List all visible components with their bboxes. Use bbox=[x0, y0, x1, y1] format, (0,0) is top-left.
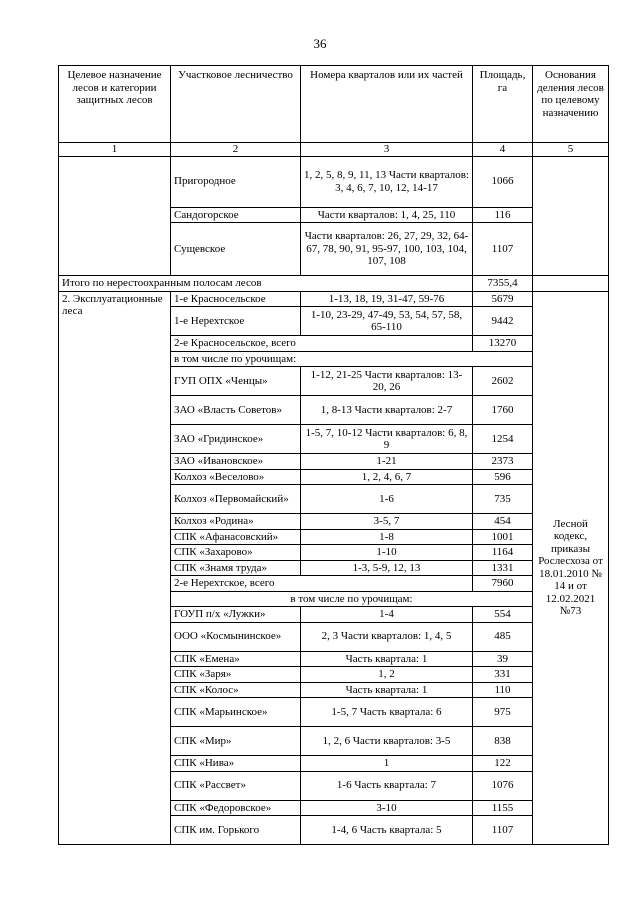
tract-name: Колхоз «Веселово» bbox=[171, 469, 301, 485]
forestry-cell: Сущевское bbox=[171, 223, 301, 276]
quarters-cell: 1, 2, 5, 8, 9, 11, 13 Части кварталов: 3, 4, 6, 7, 10, 12, 14-17 bbox=[301, 156, 473, 207]
tract-name: СПК «Рассвет» bbox=[171, 771, 301, 800]
area-cell: 485 bbox=[473, 622, 533, 651]
quarters-cell: 1-21 bbox=[301, 454, 473, 470]
subtotal-area: 13270 bbox=[473, 336, 533, 352]
tract-name: ООО «Космынинское» bbox=[171, 622, 301, 651]
quarters-cell: 1-5, 7, 10-12 Части кварталов: 6, 8, 9 bbox=[301, 425, 473, 454]
tract-name: Колхоз «Первомайский» bbox=[171, 485, 301, 514]
forestry-cell: Сандогорское bbox=[171, 207, 301, 223]
header-basis: Основания деления лесов по целевому назначению bbox=[533, 66, 609, 143]
area-cell: 454 bbox=[473, 514, 533, 530]
quarters-cell: 1-12, 21-25 Части кварталов: 13-20, 26 bbox=[301, 367, 473, 396]
quarters-cell: 1-5, 7 Часть квартала: 6 bbox=[301, 698, 473, 727]
area-cell: 116 bbox=[473, 207, 533, 223]
table-header-row bbox=[59, 66, 609, 143]
area-cell: 9442 bbox=[473, 307, 533, 336]
tract-name: СПК «Марьинское» bbox=[171, 698, 301, 727]
tract-name: ЗАО «Власть Советов» bbox=[171, 396, 301, 425]
category-label: 2. Эксплуатационные леса bbox=[59, 291, 171, 845]
quarters-cell: Части кварталов: 26, 27, 29, 32, 64-67, 78, 90, 91, 95-97, 100, 103, 104, 107, 108 bbox=[301, 223, 473, 276]
table-row bbox=[59, 291, 609, 307]
area-cell: 1107 bbox=[473, 223, 533, 276]
header-forestry: Участковое лесничество bbox=[171, 66, 301, 143]
quarters-cell: Часть квартала: 1 bbox=[301, 682, 473, 698]
tract-name: СПК «Емена» bbox=[171, 651, 301, 667]
forestry-cell: 1-е Красносельское bbox=[171, 291, 301, 307]
column-number: 2 bbox=[171, 143, 301, 157]
header-purpose: Целевое назначение лесов и категории защитных лесов bbox=[59, 66, 171, 143]
column-number: 5 bbox=[533, 143, 609, 157]
quarters-cell: 1-4 bbox=[301, 607, 473, 623]
tract-name: СПК «Знамя труда» bbox=[171, 560, 301, 576]
tract-name: СПК им. Горького bbox=[171, 816, 301, 845]
including-label: в том числе по урочищам: bbox=[171, 591, 533, 607]
quarters-cell: 1-13, 18, 19, 31-47, 59-76 bbox=[301, 291, 473, 307]
area-cell: 1164 bbox=[473, 545, 533, 561]
quarters-cell: 1-8 bbox=[301, 529, 473, 545]
area-cell: 1760 bbox=[473, 396, 533, 425]
area-cell: 975 bbox=[473, 698, 533, 727]
page-number: 36 bbox=[313, 36, 327, 51]
quarters-cell: 1-4, 6 Часть квартала: 5 bbox=[301, 816, 473, 845]
total-label: Итого по нерестоохранным полосам лесов bbox=[59, 276, 473, 292]
tract-name: Колхоз «Родина» bbox=[171, 514, 301, 530]
quarters-cell: 1-10 bbox=[301, 545, 473, 561]
tract-name: ЗАО «Ивановское» bbox=[171, 454, 301, 470]
area-cell: 1107 bbox=[473, 816, 533, 845]
tract-name: ГУП ОПХ «Ченцы» bbox=[171, 367, 301, 396]
subtotal-label: 2-е Нерехтское, всего bbox=[171, 576, 473, 592]
category-cell bbox=[59, 156, 171, 276]
tract-name: СПК «Афанасовский» bbox=[171, 529, 301, 545]
forest-purpose-table bbox=[58, 65, 609, 845]
tract-name: СПК «Нива» bbox=[171, 756, 301, 772]
quarters-cell: 1-6 Часть квартала: 7 bbox=[301, 771, 473, 800]
basis-text: Лесной кодекс, приказы Рослесхоза от 18.01.2010 № 14 и от 12.02.2021 №73 bbox=[533, 291, 609, 845]
tract-name: ГОУП п/х «Лужки» bbox=[171, 607, 301, 623]
tract-name: СПК «Захарово» bbox=[171, 545, 301, 561]
area-cell: 1076 bbox=[473, 771, 533, 800]
area-cell: 1331 bbox=[473, 560, 533, 576]
area-cell: 2602 bbox=[473, 367, 533, 396]
area-cell: 1254 bbox=[473, 425, 533, 454]
quarters-cell: 1-10, 23-29, 47-49, 53, 54, 57, 58, 65-110 bbox=[301, 307, 473, 336]
area-cell: 735 bbox=[473, 485, 533, 514]
tract-name: ЗАО «Гридинское» bbox=[171, 425, 301, 454]
header-area: Площадь, га bbox=[473, 66, 533, 143]
area-cell: 110 bbox=[473, 682, 533, 698]
table-row bbox=[59, 156, 609, 207]
area-cell: 596 bbox=[473, 469, 533, 485]
quarters-cell: 1-6 bbox=[301, 485, 473, 514]
quarters-cell: 3-10 bbox=[301, 800, 473, 816]
area-cell: 838 bbox=[473, 727, 533, 756]
total-row bbox=[59, 276, 609, 292]
quarters-cell: 2, 3 Части кварталов: 1, 4, 5 bbox=[301, 622, 473, 651]
quarters-cell: 1, 2 bbox=[301, 667, 473, 683]
area-cell: 1001 bbox=[473, 529, 533, 545]
area-cell: 122 bbox=[473, 756, 533, 772]
quarters-cell: Часть квартала: 1 bbox=[301, 651, 473, 667]
forestry-cell: Пригородное bbox=[171, 156, 301, 207]
quarters-cell: 1, 8-13 Части кварталов: 2-7 bbox=[301, 396, 473, 425]
basis-cell bbox=[533, 276, 609, 292]
column-number: 1 bbox=[59, 143, 171, 157]
quarters-cell: 1 bbox=[301, 756, 473, 772]
quarters-cell: Части кварталов: 1, 4, 25, 110 bbox=[301, 207, 473, 223]
tract-name: СПК «Заря» bbox=[171, 667, 301, 683]
quarters-cell: 3-5, 7 bbox=[301, 514, 473, 530]
quarters-cell: 1, 2, 4, 6, 7 bbox=[301, 469, 473, 485]
subtotal-label: 2-е Красносельское, всего bbox=[171, 336, 473, 352]
forestry-cell: 1-е Нерехтское bbox=[171, 307, 301, 336]
subtotal-area: 7960 bbox=[473, 576, 533, 592]
column-number-row bbox=[59, 143, 609, 157]
area-cell: 39 bbox=[473, 651, 533, 667]
area-cell: 2373 bbox=[473, 454, 533, 470]
area-cell: 5679 bbox=[473, 291, 533, 307]
tract-name: СПК «Мир» bbox=[171, 727, 301, 756]
tract-name: СПК «Колос» bbox=[171, 682, 301, 698]
area-cell: 331 bbox=[473, 667, 533, 683]
area-cell: 554 bbox=[473, 607, 533, 623]
quarters-cell: 1-3, 5-9, 12, 13 bbox=[301, 560, 473, 576]
tract-name: СПК «Федоровское» bbox=[171, 800, 301, 816]
area-cell: 1066 bbox=[473, 156, 533, 207]
header-quarters: Номера кварталов или их частей bbox=[301, 66, 473, 143]
column-number: 4 bbox=[473, 143, 533, 157]
quarters-cell: 1, 2, 6 Части кварталов: 3-5 bbox=[301, 727, 473, 756]
total-area: 7355,4 bbox=[473, 276, 533, 292]
including-label: в том числе по урочищам: bbox=[171, 351, 533, 367]
column-number: 3 bbox=[301, 143, 473, 157]
area-cell: 1155 bbox=[473, 800, 533, 816]
basis-cell bbox=[533, 156, 609, 276]
